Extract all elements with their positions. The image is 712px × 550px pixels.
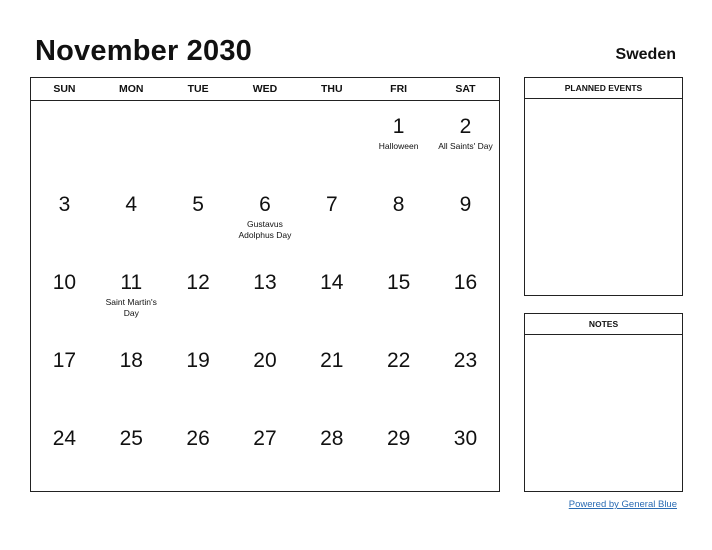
- weekday-tue: TUE: [187, 83, 209, 95]
- day-number: 16: [453, 271, 478, 294]
- day-number: [232, 101, 299, 115]
- day-cell: [365, 101, 432, 179]
- day-cell: [31, 257, 98, 335]
- day-number: 5: [192, 193, 204, 216]
- day-cell: [432, 179, 499, 257]
- day-cell: [165, 335, 232, 413]
- notes-panel: [524, 313, 683, 492]
- day-cell: [298, 101, 365, 179]
- day-number: 17: [52, 349, 77, 372]
- week-row: [31, 335, 499, 413]
- day-cell: [365, 257, 432, 335]
- day-cell: [298, 179, 365, 257]
- day-number: 26: [186, 427, 210, 450]
- day-cell: [31, 335, 98, 413]
- weeks-container: [31, 101, 499, 491]
- holiday-label: All Saints' Day: [438, 141, 493, 151]
- day-number: 29: [386, 427, 411, 450]
- day-number: 1: [392, 115, 405, 138]
- day-number: 27: [253, 427, 277, 450]
- day-number: 30: [453, 427, 478, 450]
- day-number: 14: [320, 271, 344, 294]
- day-number: 6: [259, 193, 271, 216]
- week-row: [31, 179, 499, 257]
- week-row: [31, 101, 499, 179]
- day-cell: [31, 101, 98, 179]
- day-number: [165, 101, 232, 115]
- day-number: 19: [186, 349, 210, 372]
- day-cell: [232, 179, 299, 257]
- country-label: Sweden: [615, 46, 676, 63]
- day-cell: [232, 257, 299, 335]
- day-cell: [165, 179, 232, 257]
- day-cell: [98, 101, 165, 179]
- day-number: 20: [253, 349, 277, 372]
- day-number: 21: [320, 349, 344, 372]
- holiday-label: Saint Martin's Day: [105, 297, 157, 318]
- day-number: 3: [58, 193, 71, 216]
- day-number: 24: [52, 427, 77, 450]
- day-number: 12: [186, 271, 210, 294]
- planned-events-panel: [524, 77, 683, 296]
- day-cell: [432, 101, 499, 179]
- day-cell: [232, 413, 299, 491]
- powered-by-link[interactable]: Powered by General Blue: [568, 499, 677, 510]
- day-cell: [298, 257, 365, 335]
- day-number: 9: [459, 193, 472, 216]
- day-number: 11: [120, 271, 143, 294]
- day-cell: [98, 257, 165, 335]
- weekday-wed: WED: [252, 83, 278, 95]
- day-number: 10: [52, 271, 77, 294]
- day-number: 15: [386, 271, 411, 294]
- day-number: [98, 101, 165, 115]
- day-cell: [365, 335, 432, 413]
- month-title: November 2030: [35, 35, 252, 67]
- day-number: 13: [253, 271, 277, 294]
- day-number: [31, 101, 98, 115]
- weekday-header-row: [31, 78, 499, 101]
- day-cell: [365, 179, 432, 257]
- holiday-label: Halloween: [378, 141, 419, 151]
- calendar-grid: [30, 77, 500, 492]
- week-row: [31, 413, 499, 491]
- day-cell: [31, 413, 98, 491]
- week-row: [31, 257, 499, 335]
- weekday-sat: SAT: [455, 83, 476, 95]
- day-cell: [298, 413, 365, 491]
- day-cell: [98, 179, 165, 257]
- day-cell: [232, 101, 299, 179]
- day-cell: [365, 413, 432, 491]
- day-number: 2: [459, 115, 472, 138]
- weekday-fri: FRI: [390, 83, 408, 95]
- day-cell: [432, 413, 499, 491]
- day-number: 7: [325, 193, 338, 216]
- day-cell: [432, 335, 499, 413]
- day-number: 4: [125, 193, 138, 216]
- day-cell: [31, 179, 98, 257]
- holiday-label: Gustavus Adolphus Day: [238, 219, 292, 240]
- day-number: 28: [320, 427, 344, 450]
- day-cell: [98, 413, 165, 491]
- weekday-mon: MON: [119, 83, 144, 95]
- day-number: 23: [453, 349, 478, 372]
- day-number: 18: [119, 349, 143, 372]
- day-cell: [165, 257, 232, 335]
- weekday-thu: THU: [321, 83, 343, 95]
- day-cell: [165, 413, 232, 491]
- weekday-sun: SUN: [53, 83, 76, 95]
- day-number: 25: [119, 427, 143, 450]
- day-number: 8: [392, 193, 405, 216]
- day-cell: [165, 101, 232, 179]
- day-cell: [232, 335, 299, 413]
- planned-events-title: PLANNED EVENTS: [525, 78, 682, 99]
- notes-title: NOTES: [525, 314, 682, 335]
- day-number: 22: [386, 349, 411, 372]
- day-number: [298, 101, 365, 115]
- day-cell: [98, 335, 165, 413]
- day-cell: [432, 257, 499, 335]
- day-cell: [298, 335, 365, 413]
